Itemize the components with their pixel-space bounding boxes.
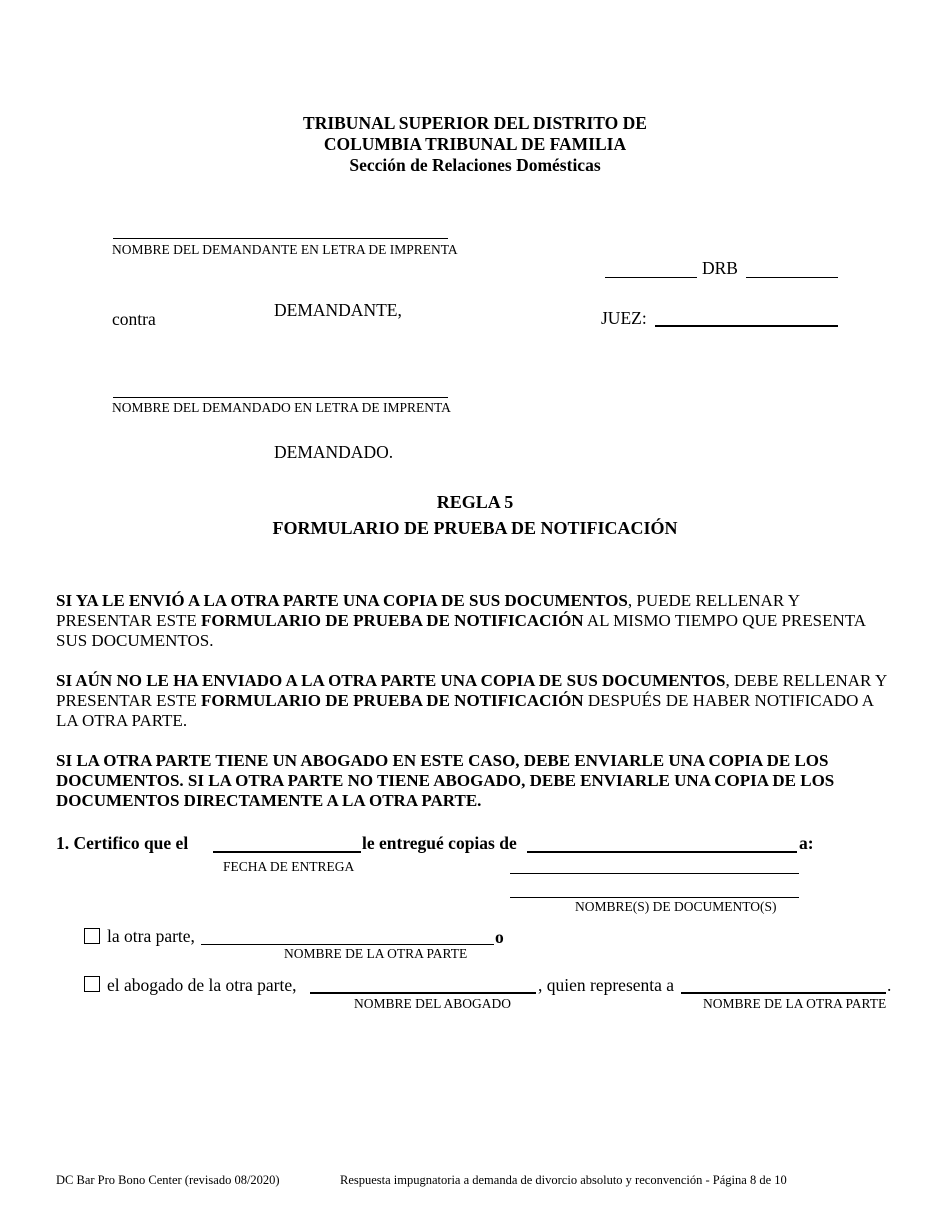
- other-party-name-label: NOMBRE DE LA OTRA PARTE: [284, 946, 468, 961]
- court-name-line1: TRIBUNAL SUPERIOR DEL DISTRITO DE: [303, 113, 647, 133]
- instruction-paragraph-3: SI LA OTRA PARTE TIENE UN ABOGADO EN ESTE CASO, DEBE ENVIARLE UNA COPIA DE LOS DOCUMENTOS. SI LA OTRA PARTE NO TIENE ABOGADO, DEBE ENVIARLE UNA COPIA DE LOS DOCUMENTOS DIRECTAMENTE A LA OTRA PARTE.: [56, 751, 835, 810]
- represents-text: , quien representa a: [538, 975, 675, 995]
- defendant-role: DEMANDADO.: [274, 442, 394, 462]
- documents-label: NOMBRE(S) DE DOCUMENTO(S): [575, 899, 777, 914]
- other-party-checkbox[interactable]: [84, 928, 100, 944]
- documents-field-1[interactable]: [527, 851, 797, 853]
- attorney-checkbox[interactable]: [84, 976, 100, 992]
- case-number-prefix-field[interactable]: [605, 277, 697, 278]
- form-title: FORMULARIO DE PRUEBA DE NOTIFICACIÓN: [272, 518, 678, 538]
- other-party-name-field[interactable]: [201, 944, 494, 945]
- end-period: .: [887, 975, 892, 995]
- documents-field-2[interactable]: [510, 873, 799, 874]
- represented-party-label: NOMBRE DE LA OTRA PARTE: [703, 996, 887, 1011]
- plaintiff-name-field[interactable]: [113, 238, 448, 239]
- rule-title: REGLA 5: [436, 492, 514, 512]
- or-label: o: [495, 927, 504, 947]
- certify-middle: le entregué copias de: [362, 833, 517, 853]
- defendant-name-field[interactable]: [113, 397, 448, 398]
- case-code: DRB: [702, 258, 738, 278]
- certify-lead: 1. Certifico que el: [56, 833, 189, 853]
- instruction-paragraph-2: SI AÚN NO LE HA ENVIADO A LA OTRA PARTE UNA COPIA DE SUS DOCUMENTOS, DEBE RELLENAR Y PRESENTAR ESTE FORMULARIO DE PRUEBA DE NOTIFICACIÓN DESPUÉS DE HABER NOTIFICADO A LA OTRA PARTE.: [56, 671, 887, 730]
- other-party-text: la otra parte,: [107, 926, 195, 946]
- delivery-date-label: FECHA DE ENTREGA: [223, 859, 355, 874]
- case-number-suffix-field[interactable]: [746, 277, 838, 278]
- judge-label: JUEZ:: [601, 308, 647, 328]
- footer-left: DC Bar Pro Bono Center (revisado 08/2020): [56, 1173, 280, 1187]
- attorney-text: el abogado de la otra parte,: [107, 975, 297, 995]
- court-section: Sección de Relaciones Domésticas: [349, 155, 601, 175]
- versus-label: contra: [112, 309, 156, 329]
- represented-party-field[interactable]: [681, 992, 886, 994]
- defendant-name-label: NOMBRE DEL DEMANDADO EN LETRA DE IMPRENTA: [112, 400, 451, 415]
- plaintiff-name-label: NOMBRE DEL DEMANDANTE EN LETRA DE IMPRENTA: [112, 242, 458, 257]
- court-name-line2: COLUMBIA TRIBUNAL DE FAMILIA: [323, 134, 627, 154]
- attorney-name-label: NOMBRE DEL ABOGADO: [354, 996, 512, 1011]
- plaintiff-role: DEMANDANTE,: [274, 300, 402, 320]
- attorney-name-field[interactable]: [310, 992, 536, 994]
- judge-name-field[interactable]: [655, 325, 838, 327]
- certify-end: a:: [799, 833, 814, 853]
- instruction-paragraph-1: SI YA LE ENVIÓ A LA OTRA PARTE UNA COPIA DE SUS DOCUMENTOS, PUEDE RELLENAR Y PRESENTAR ESTE FORMULARIO DE PRUEBA DE NOTIFICACIÓN AL MISMO TIEMPO QUE PRESENTA SUS DOCUMENTOS.: [56, 591, 866, 650]
- delivery-date-field[interactable]: [213, 851, 361, 853]
- footer-page-info: Respuesta impugnatoria a demanda de divorcio absoluto y reconvención - Página 8 de 10: [340, 1173, 787, 1187]
- documents-field-3[interactable]: [510, 897, 799, 898]
